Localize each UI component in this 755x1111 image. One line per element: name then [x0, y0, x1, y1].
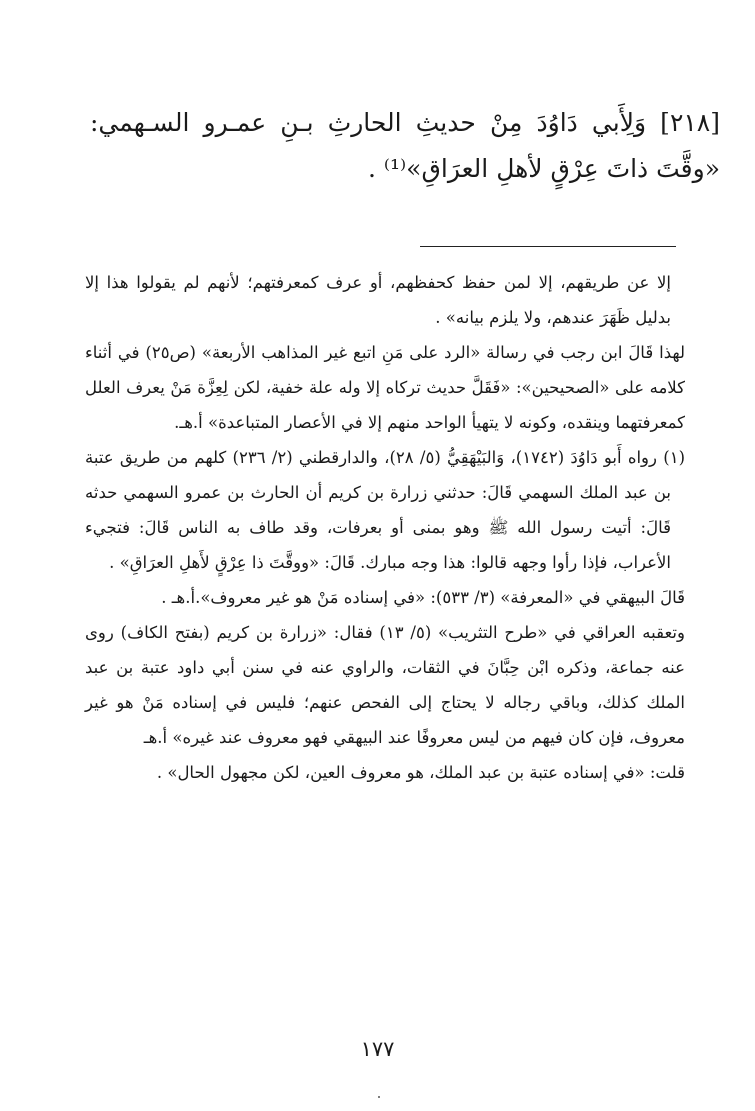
footnote-continuation-2: لهذا قَالَ ابن رجب في رسالة «الرد على مَنِ اتبع غير المذاهب الأربعة» (ص٢٥) في أثناء كلامه على «الصحيحين»: «فَقَلَّ حديث تركاه إلا وله علة خفية، لكن لِعِزَّة مَنْ يعرف العلل كمعرفتهما وينقده، وكونه لا يتهيأ الواحد منهم إلا في الأعصار المتباعدة» أ.هـ.	[85, 343, 686, 432]
page-number: ١٧٧	[360, 1037, 395, 1061]
footnote-divider	[420, 246, 676, 247]
main-text-block	[90, 100, 720, 192]
footnote-1-iraqi: وتعقبه العراقي في «طرح التثريب» (٥/ ١٣) فقال: «زرارة بن كريم (بفتح الكاف) روى عنه جماعة، وذكره ابْن حِبَّانَ في الثقات، والراوي عنه في سنن أبي داود عتبة بن عبد الملك كذلك، وباقي رجاله لا يحتاج إلى الفحص عنهم؛ فليس في إسناده مَنْ هو غير معروف، فإن كان فيهم من ليس معروفًا عند البيهقي فهو معروف عند غيره» أ.هـ	[85, 623, 685, 747]
footnote-1: (١) رواه أَبو دَاوُدَ (١٧٤٢)، وَالبَيْهَقِيُّ (٥/ ٢٨)، والدارقطني (٢/ ٢٣٦) كلهم من طريق عتبة بن عبد الملك السهمي قَالَ: حدثني زرارة بن كريم أن الحارث بن عمرو السهمي حدثه قَالَ: أتيت رسول الله ﷺ وهو بمنى أو بعرفات، وقد طاف به الناس قَالَ: فتجيء الأعراب، فإذا رأوا وجهه قالوا: هذا وجه مبارك. قَالَ: «ووقَّتَ ذا عِرْقٍ لأَهلِ العرَاقِ» .	[85, 448, 685, 572]
footnote-continuation-1: إلا عن طريقهم، إلا لمن حفظ كحفظهم، أو عرف كمعرفتهم؛ لأنهم لم يقولوا هذا إلا بدليل ظَهَرَ عندهم، ولا يلزم بيانه» .	[85, 273, 671, 327]
footnote-1-author-note: قلت: «في إسناده عتبة بن عبد الملك، هو معروف العين، لكن مجهول الحال» .	[156, 763, 685, 782]
footnotes-block	[85, 265, 685, 790]
footnote-1-baihaqi: قَالَ البيهقي في «المعرفة» (٣/ ٥٣٣): «في إسناده مَنْ هو غير معروف».أ.هـ .	[161, 588, 685, 607]
scan-speck	[378, 1096, 380, 1098]
hadith-218-paragraph: [٢١٨] وَلِأَبي دَاوُدَ مِنْ حديثِ الحارثِ بـنِ عمـرو السـهمي: «وقَّتَ ذاتَ عِرْقٍ لأهلِ العرَاقِ»⁽¹⁾ .	[90, 108, 720, 183]
